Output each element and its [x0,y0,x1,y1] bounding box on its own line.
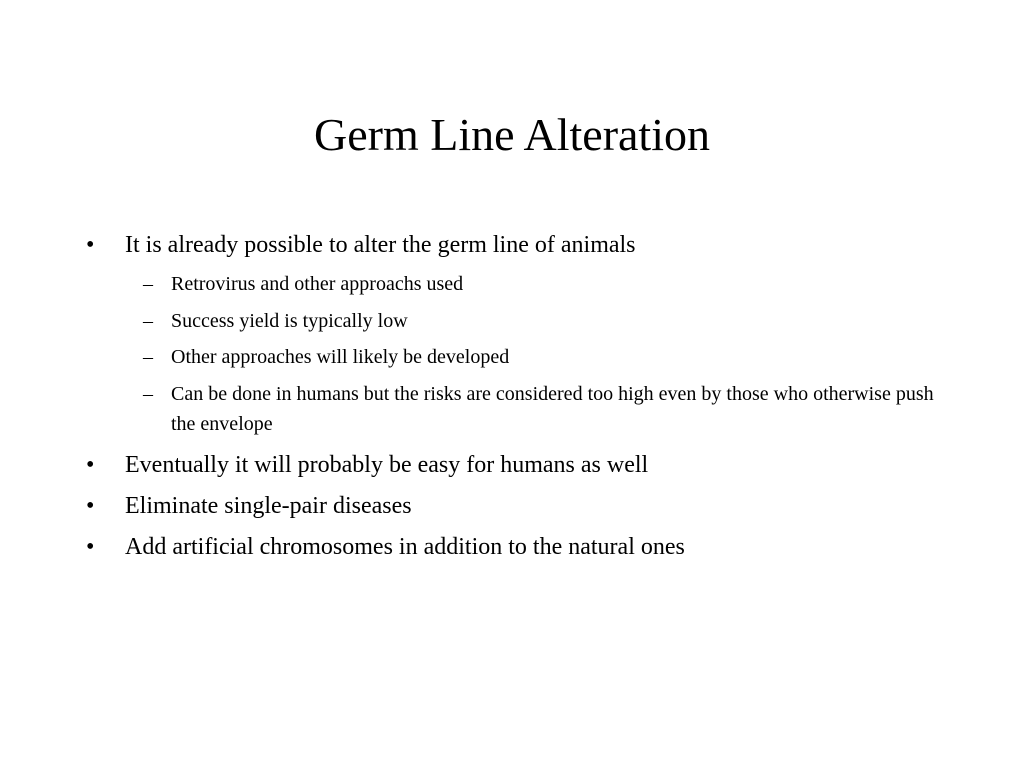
sub-bullet-text: Can be done in humans but the risks are considered too high even by those who otherwise push the envelope [171,383,934,435]
sub-bullet-text: Success yield is typically low [171,310,408,332]
bullet-marker: • [86,232,95,258]
sub-bullet-text: Other approaches will likely be developed [171,346,510,368]
sub-bullet-marker: – [143,273,153,295]
sub-bullet-marker: – [143,310,153,332]
sub-bullet-marker: – [143,383,153,405]
slide-title: Germ Line Alteration [314,109,710,160]
sub-bullet-text: Retrovirus and other approachs used [171,273,464,295]
bullet-text: Eliminate single-pair diseases [125,493,412,519]
bullet-text: Eventually it will probably be easy for humans as well [125,452,649,478]
bullet-marker: • [86,452,95,478]
bullet-marker: • [86,493,95,519]
sub-bullet-marker: – [143,346,153,368]
bullet-text: Add artificial chromosomes in addition to the natural ones [125,534,685,560]
bullet-marker: • [86,534,95,560]
bullet-text: It is already possible to alter the germ line of animals [125,232,636,258]
